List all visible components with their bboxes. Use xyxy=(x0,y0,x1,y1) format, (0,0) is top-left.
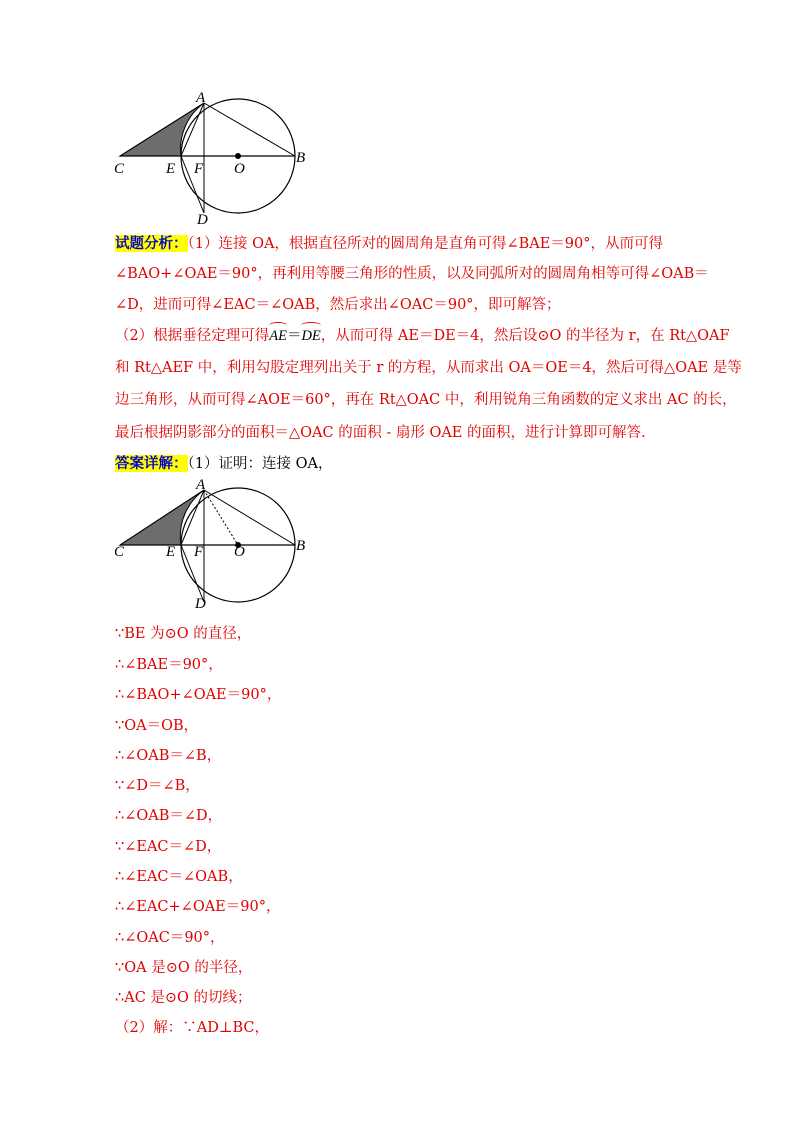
center-point xyxy=(235,153,241,159)
label-e: E xyxy=(166,544,176,560)
analysis-line-4 xyxy=(115,325,730,347)
label-o: O xyxy=(234,544,245,560)
label-d: D xyxy=(195,596,206,612)
analysis-line-5: 和 Rt△AEF 中，利用勾股定理列出关于 r 的方程，从而求出 OA＝OE＝4，然后可得△OAE 是等 xyxy=(115,360,742,376)
proof-step: ∵∠D＝∠B， xyxy=(115,778,200,794)
proof-step: ∴∠OAB＝∠B， xyxy=(115,748,222,764)
analysis-text: （2）根据垂径定理可得 xyxy=(115,328,270,344)
label-c: C xyxy=(114,161,125,177)
proof-step: ∴∠OAC＝90°， xyxy=(115,930,225,946)
analysis-text: ，从而可得 AE＝DE＝4，然后设⊙O 的半径为 r，在 Rt△OAF xyxy=(320,328,730,344)
analysis-line-3: ∠D，进而可得∠EAC＝∠OAB，然后求出∠OAC＝90°，即可解答； xyxy=(115,297,561,313)
answer-tag: 答案详解： xyxy=(115,455,188,472)
label-a: A xyxy=(196,90,206,106)
proof-step: ∵BE 为⊙O 的直径， xyxy=(115,626,252,642)
label-o: O xyxy=(234,161,245,177)
analysis-text: （1）连接 OA，根据直径所对的圆周角是直角可得∠BAE＝90°，从而可得 xyxy=(187,236,664,252)
analysis-line-2: ∠BAO+∠OAE＝90°，再利用等腰三角形的性质，以及同弧所对的圆周角相等可得∠OAB＝ xyxy=(115,266,709,282)
analysis-line-6: 边三角形，从而可得∠AOE＝60°，再在 Rt△OAC 中，利用锐角三角函数的定义求出 AC 的长， xyxy=(115,392,737,408)
arc-ae: AE xyxy=(269,325,287,347)
label-b: B xyxy=(296,150,306,166)
answer-heading xyxy=(115,453,332,475)
proof-step: ∴∠EAC＝∠OAB， xyxy=(115,869,243,885)
part2-heading: （2）解：∵AD⊥BC， xyxy=(115,1020,269,1036)
proof-step: ∵OA＝OB， xyxy=(115,718,199,734)
segment-ab xyxy=(204,490,295,545)
proof-step: ∴∠BAO+∠OAE＝90°， xyxy=(115,687,282,703)
segment-ab xyxy=(204,103,295,156)
label-e: E xyxy=(166,161,176,177)
proof-step: ∵OA 是⊙O 的半径， xyxy=(115,960,253,976)
analysis-tag: 试题分析： xyxy=(115,235,188,252)
proof-step: ∵∠EAC＝∠D， xyxy=(115,839,222,855)
segment-oa-dotted xyxy=(204,490,238,545)
label-d: D xyxy=(197,212,208,225)
label-c: C xyxy=(114,544,125,560)
analysis-line-7: 最后根据阴影部分的面积＝△OAC 的面积 - 扇形 OAE 的面积，进行计算即可解答. xyxy=(115,425,646,441)
answer-intro: （1）证明：连接 OA， xyxy=(187,456,333,472)
proof-step: ∴∠OAB＝∠D， xyxy=(115,808,223,824)
label-b: B xyxy=(296,538,306,554)
proof-step: ∴∠EAC+∠OAE＝90°， xyxy=(115,899,281,915)
proof-step: ∴AC 是⊙O 的切线； xyxy=(115,990,252,1006)
label-f: F xyxy=(194,161,204,177)
geometry-figure-1 xyxy=(110,90,320,225)
proof-step: ∴∠BAE＝90°， xyxy=(115,657,223,673)
arc-equals: ＝ xyxy=(286,328,302,344)
arc-de: DE xyxy=(301,325,320,347)
geometry-figure-2 xyxy=(110,478,320,613)
label-f: F xyxy=(194,544,204,560)
label-a: A xyxy=(196,478,206,493)
analysis-line-1 xyxy=(115,233,695,255)
